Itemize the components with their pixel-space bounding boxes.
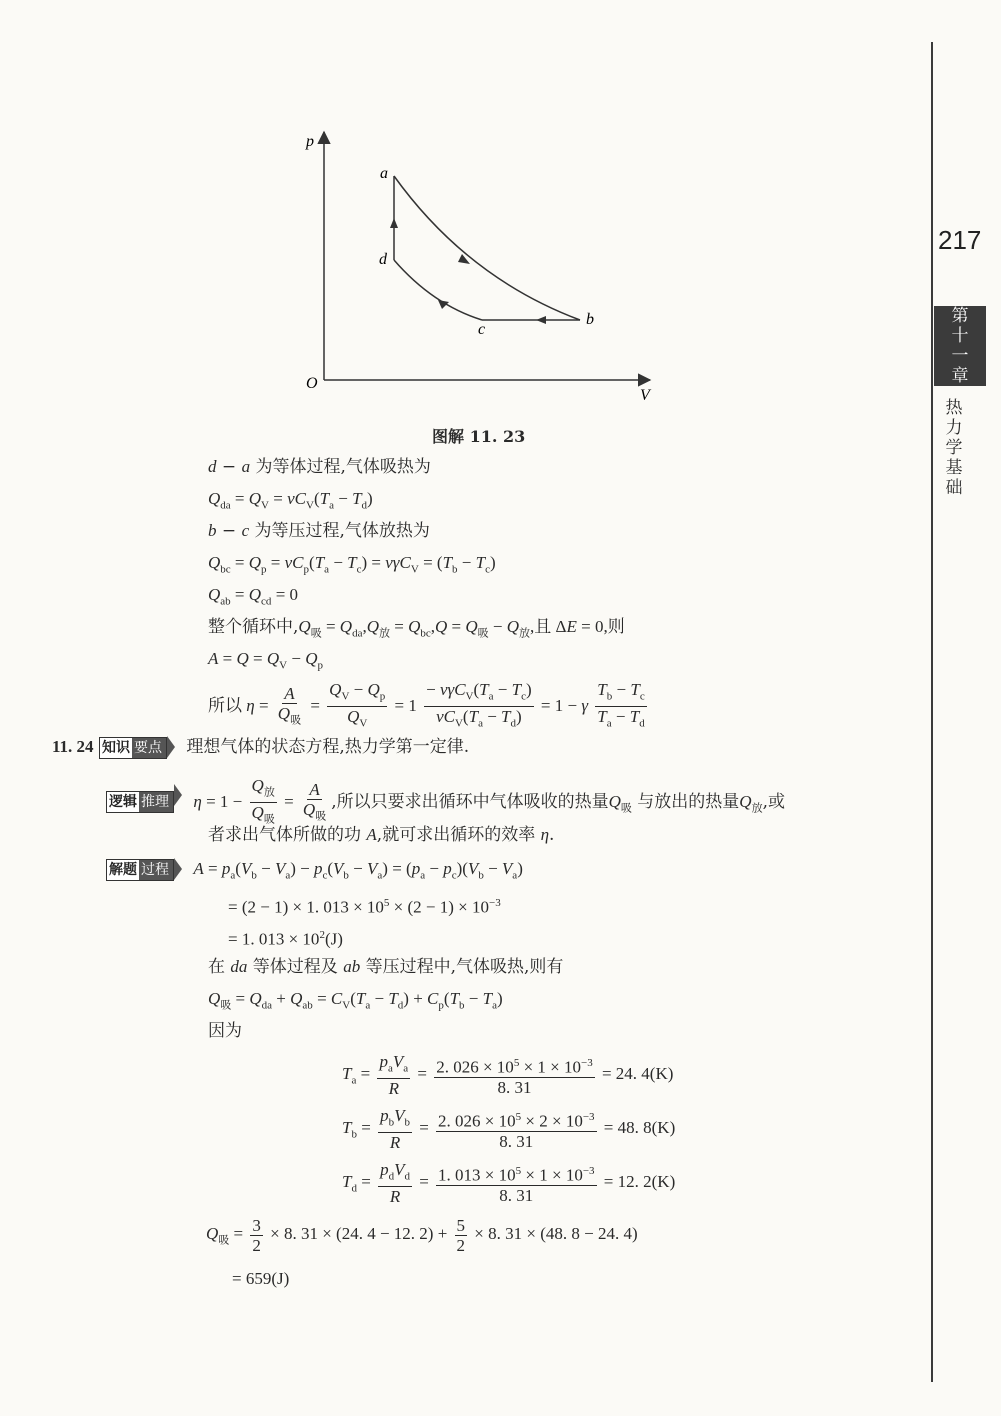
text-line: 整个循环中$,Q_吸 = Q_{da},Q_放 = Q_{bc},Q = Q_吸 - Q_放$,且 ΔE = 0,则 [208,617,625,640]
label-b: b [586,311,594,328]
label-a: a [380,165,388,182]
label-origin: O [306,375,318,392]
curve-ab [394,176,580,320]
question-header: 11. 24 知识 要点 理想气体的状态方程,热力学第一定律. [52,737,470,757]
equation: = (2 − 1) × 1. $013 \times 10^5 \times (2 - 1) \times 10^{-3}$ [228,897,501,917]
label-c: c [478,321,486,338]
chapter-char: 一 [951,346,969,366]
arrow-bc [536,316,546,324]
chapter-char: 章 [951,366,969,386]
equation-eta: 所以 η = $\frac{A}{Q_吸}$ = $\frac{Q_V - Q_p}{Q_V}$ = 1 $\frac{- \nu\gamma C_V(T_a - T_c)}{\nu C_V(T_a - T_d)}$ = 1 − γ $\frac{T_b - T_c}{T_a - T_d}$ [208,680,645,730]
equation: $Q_{da} = Q_V = \nu C_V(T_a - T_d)$ [208,489,373,512]
reasoning-line: 逻辑 推理 η = 1 − $\frac{Q_放}{Q_吸}$ = $\frac{A}{Q_吸}$ ,所以只要求出循环中气体吸收的热量$Q_吸$ 与放出的热量$Q_放$,或 [106,776,785,830]
label-p: p [306,133,314,150]
solution-line: 解题 过程 $A = p_a(V_b - V_a) - p_c(V_b - V_a) = (p_a - p_c)(V_b - V_a)$ [106,858,523,886]
chapter-badge [934,306,986,386]
equation: = 1. $013 \times 10^2(J)$ [228,929,343,949]
chapter-title: 热 力 学 基 础 [945,398,963,498]
chapter-char: 十 [951,326,969,346]
page-number: 217 [938,225,982,255]
label-v: V [640,387,650,404]
tag-solution: 解题 过程 [106,858,174,881]
figure-caption: 图解 11. 23 [432,427,526,446]
margin-rule [931,42,933,1382]
text-line: 在 da 等体过程及 ab 等压过程中,气体吸热,则有 [208,957,564,977]
equation-tb: $T_b$ = $\frac{p_bV_b}{R}$ = $\frac{2. 026 \times 10^5 \times 2 \times 10^{-3}}{8. 31}$ = 48. 8(K) [342,1106,676,1153]
equation: $Q_吸 = Q_{da} + Q_{ab} = C_V(T_a - T_d) + C_p(T_b - T_a)$ [208,989,503,1012]
equation-ta: $T_a$ = $\frac{p_aV_a}{R}$ = $\frac{2. 026 \times 10^5 \times 1 \times 10^{-3}}{8. 31}$ = 24. 4(K) [342,1052,674,1099]
equation: $Q_{bc} = Q_p = \nu C_p(T_a - T_c) = \nu\gamma C_V = (T_b - T_c)$ [208,553,496,576]
equation-q-absorbed: $Q_吸$ = $\frac{3}{2}$ × 8. 31 × (24. 4 − 12. 2) + $\frac{5}{2}$ × 8. 31 × (48. 8 − 24. 4) [206,1215,638,1255]
label-d: d [379,251,387,268]
chapter-char: 第 [951,306,969,326]
equation: $Q_{ab} = Q_{cd} = 0$ [208,585,299,608]
text-line: 因为 [208,1021,242,1041]
equation-td: $T_d$ = $\frac{p_dV_d}{R}$ = $\frac{1. 013 \times 10^5 \times 1 \times 10^{-3}}{8. 31}$ = 12. 2(K) [342,1160,676,1207]
question-number: 11. 24 [52,737,94,756]
pv-diagram [290,120,670,410]
text-line: 者求出气体所做的功 A,就可求出循环的效率 η. [208,825,555,845]
equation-result: = 659(J) [232,1269,290,1288]
tag-knowledge: 知识 要点 [99,736,167,759]
tag-reasoning: 逻辑 推理 [106,784,174,820]
equation: $A = Q = Q_V - Q_p$ [208,649,323,672]
arrow-da [390,218,398,228]
text-line: d − a 为等体过程,气体吸热为 [208,457,431,477]
text-line: b − c 为等压过程,气体放热为 [208,521,430,541]
curve-cd [394,260,482,320]
